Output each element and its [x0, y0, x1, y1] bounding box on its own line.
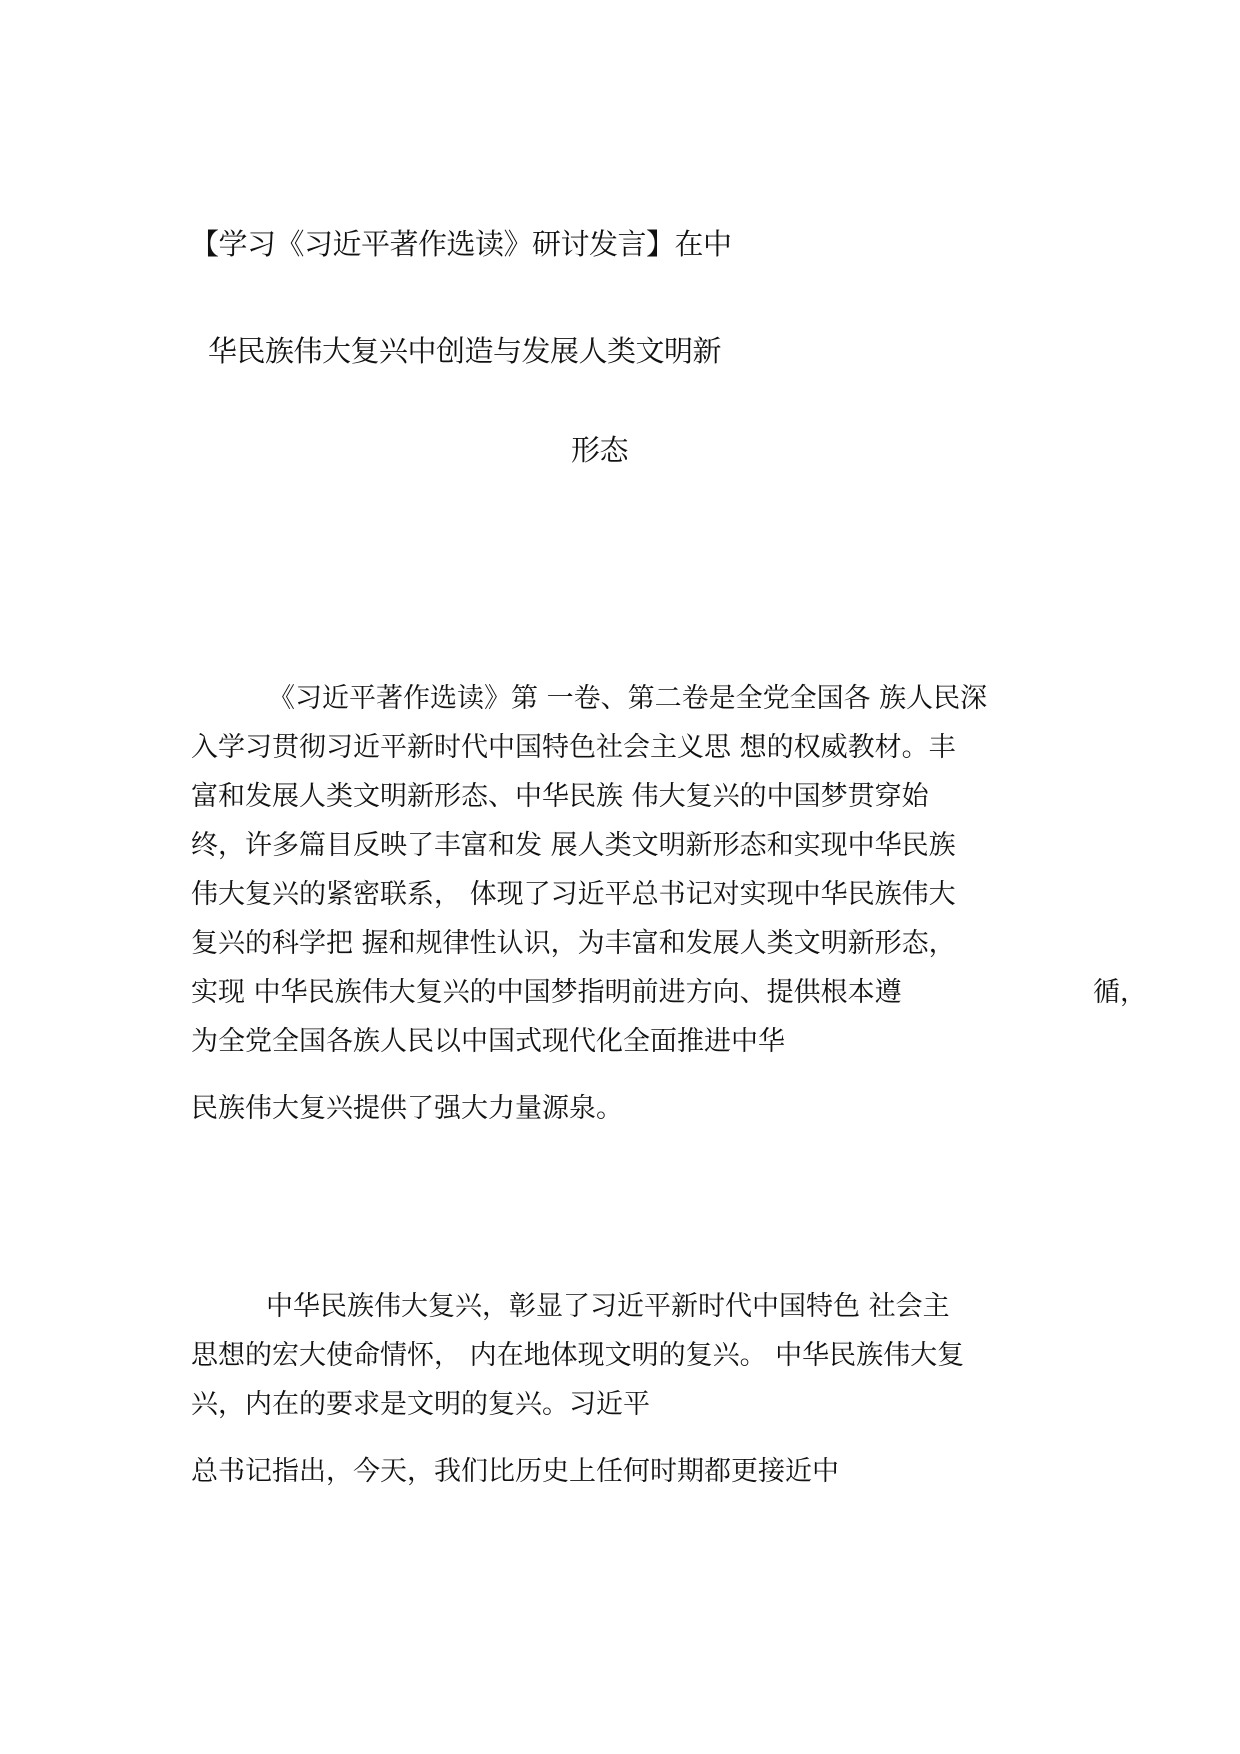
- paragraph-2-line: 中华民族伟大复兴，彰显了习近平新时代中国特色 社会主: [266, 1291, 950, 1322]
- paragraph-1-line: 《习近平著作选读》第 一卷、第二卷是全党全国各 族人民深: [268, 683, 988, 714]
- paragraph-1-line: 终，许多篇目反映了丰富和发 展人类文明新形态和实现中华民族: [191, 830, 956, 861]
- title-line-3: 形态: [571, 433, 629, 467]
- paragraph-1-line: 复兴的科学把 握和规律性认识，为丰富和发展人类文明新形态，: [191, 928, 956, 959]
- paragraph-2-line: 总书记指出，今天，我们比历史上任何时期都更接近中: [191, 1456, 839, 1487]
- title-line-2: 华民族伟大复兴中创造与发展人类文明新: [208, 334, 722, 368]
- paragraph-1-line: 为全党全国各族人民以中国式现代化全面推进中华: [191, 1026, 785, 1057]
- title-line-1: 【学习《习近平著作选读》研讨发言】在中: [190, 227, 732, 261]
- paragraph-1-line: 伟大复兴的紧密联系， 体现了习近平总书记对实现中华民族伟大: [191, 879, 956, 910]
- paragraph-2-line: 思想的宏大使命情怀， 内在地体现文明的复兴。 中华民族伟大复: [191, 1340, 965, 1371]
- paragraph-1-line-fragment: 循，: [1093, 977, 1147, 1008]
- paragraph-2-line: 兴，内在的要求是文明的复兴。习近平: [191, 1389, 650, 1420]
- paragraph-1-line: 实现 中华民族伟大复兴的中国梦指明前进方向、提供根本遵: [191, 977, 902, 1008]
- paragraph-1-line: 入学习贯彻习近平新时代中国特色社会主义思 想的权威教材。丰: [191, 732, 956, 763]
- paragraph-1-line: 民族伟大复兴提供了强大力量源泉。: [191, 1093, 623, 1124]
- paragraph-1-line: 富和发展人类文明新形态、中华民族 伟大复兴的中国梦贯穿始: [191, 781, 929, 812]
